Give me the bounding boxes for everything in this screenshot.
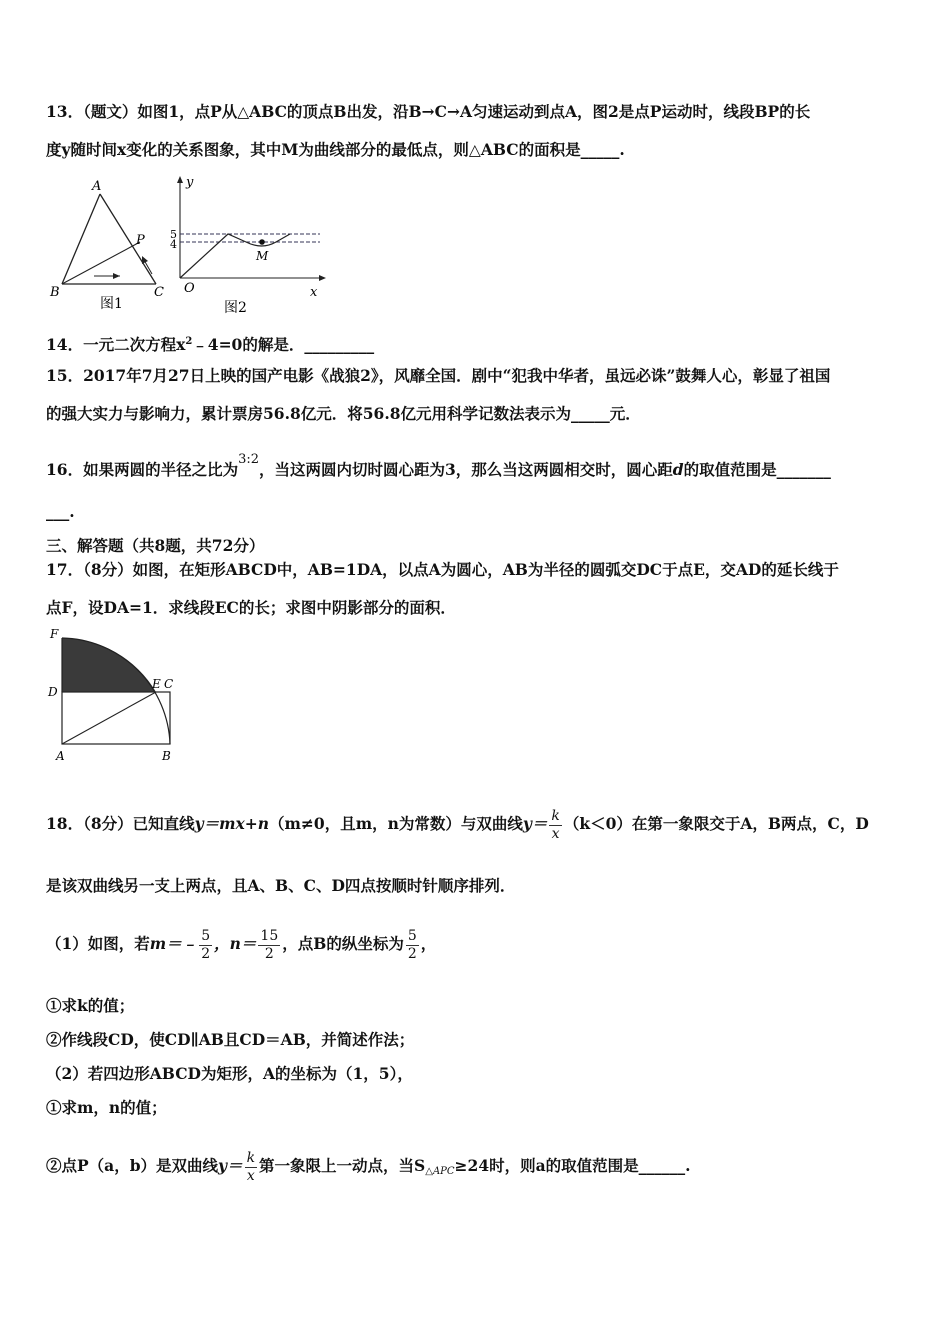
q15-line2: 的强大实力与影响力，累计票房56.8亿元．将56.8亿元用科学记数法表示为_____元． [46,404,641,423]
q14-line: 14．一元二次方程$x^2﹣4=0$的解是．_________ [46,335,375,355]
q18-item2: ②作线段CD，使CD∥AB且CD＝AB，并简述作法； [46,1030,415,1049]
q17-line1: 17．（8分）如图，在矩形ABCD中，AB=1DA，以点A为圆心，AB为半径的圆弧交DC于点E，交AD的延长线于 [46,560,839,579]
fig17-label-E: E [152,677,161,691]
fraction-5-2-b: $\frac{5}{2}$ [407,927,417,962]
fig1-label-B: B [50,285,60,300]
fig2-tick-5: 5 [170,228,177,241]
q16-line1: 16．如果两圆的半径之比为$^{3:2}$，当这两圆内切时圆心距为3，那么当这两圆相交时，圆心距d的取值范围是_______ [46,452,831,479]
q13-figure1 [44,172,179,317]
k-over-x-fraction: $\frac{k}{x}$ [551,807,560,842]
q15-line1: 15．2017年7月27日上映的国产电影《战狼2》，风靡全国．剧中“犯我中华者，虽远必诛”鼓舞人心，彰显了祖国 [46,366,831,385]
fig1-caption: 图1 [100,296,123,312]
fig17-label-D: D [48,685,58,699]
q17-line2: 点F，设DA=1．求线段EC的长；求图中阴影部分的面积． [46,598,456,617]
q18-item3: ①求m，n的值； [46,1098,167,1117]
fig17-label-F: F [50,627,59,641]
fig1-label-A: A [92,179,102,194]
fig2-label-O: O [184,281,195,296]
fig17-label-B: B [162,749,171,763]
q18-part2: （2）若四边形ABCD为矩形，A的坐标为（1，5）， [46,1064,413,1083]
fig2-label-x: x [310,285,318,300]
q13-line2: 度y随时间x变化的关系图象，其中M为曲线部分的最低点，则△ABC的面积是_____. [46,140,625,159]
q18-line2: 是该双曲线另一支上两点，且A、B、C、D四点按顺时针顺序排列． [46,876,516,895]
fig17-label-C: C [164,677,174,691]
q18-line1: 18．（8分）已知直线y＝mx+n（m≠0，且m，n为常数）与双曲线y＝ $\frac{k}{x}$ （k＜0）在第一象限交于A，B两点，C，D [46,807,869,842]
fig2-label-M: M [256,249,269,263]
fig17-label-A: A [56,749,65,763]
fraction-5-2: $\frac{5}{2}$ [201,927,211,962]
q16-line2: ___. [46,502,75,521]
section-3-heading: 三、解答题（共8题，共72分） [46,536,265,555]
q18-item4: ②点P（a，b）是双曲线y＝ $\frac{k}{x}$ 第一象限上一动点，当$S_{\triangle APC}\ge 24$时，则a的取值范围是______. [46,1149,691,1184]
q13-figure2 [168,170,333,320]
q17-figure [44,624,194,766]
q18-item1: ①求k的值； [46,996,135,1015]
fig2-caption: 图2 [224,300,247,316]
fig2-label-y: y [186,175,194,190]
q18-part1: （1）如图，若m＝﹣ $\frac{5}{2}$ ，n＝ $\frac{15}{2}$ ，点B的纵坐标为 $\frac{5}{2}$ ， [46,927,437,962]
k-over-x-fraction-2: $\frac{k}{x}$ [246,1149,256,1184]
fraction-15-2: $\frac{15}{2}$ [260,927,279,962]
fig2-tick-4: 4 [170,238,177,251]
fig1-label-C: C [154,285,164,300]
q13-line1: 13．（题文）如图1，点P从△ABC的顶点B出发，沿B→C→A匀速运动到点A，图2是点P运动时，线段BP的长 [46,102,811,121]
fig1-label-P: P [136,233,145,248]
